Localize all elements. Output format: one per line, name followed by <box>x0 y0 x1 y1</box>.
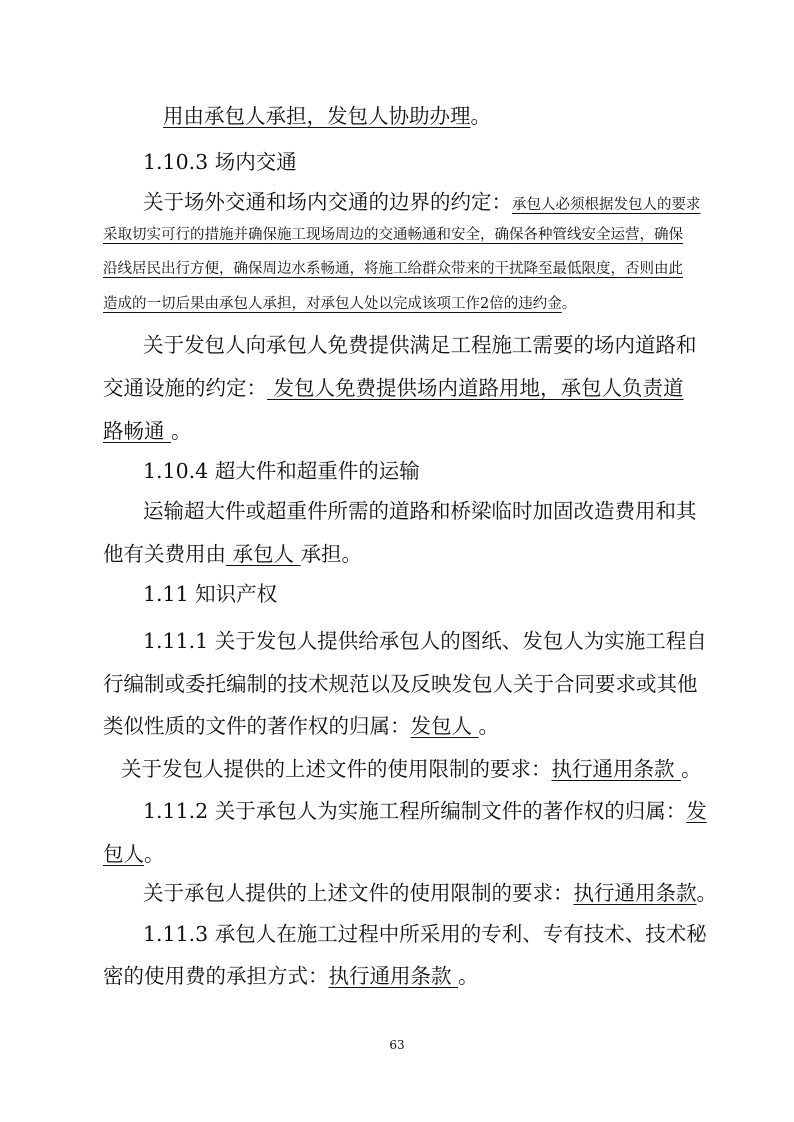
text-line <box>143 797 707 825</box>
filled-field-text: 用由承包人承担，发包人协助办理 <box>163 104 471 128</box>
filled-field-text: 发 <box>686 799 707 823</box>
filled-field-text: 发包人 <box>410 714 479 738</box>
clause-text: 。 <box>561 296 577 312</box>
filled-field-text: 沿线居民出行方便，确保周边水系畅通，将施工给群众带来的干扰降至最低限度，否则由此 <box>103 261 683 277</box>
filled-field-text: 执行通用条款 <box>573 881 697 905</box>
clause-text: 1.10.3 场内交通 <box>143 150 297 174</box>
clause-text: 1.10.4 超大件和超重件的运输 <box>143 459 420 483</box>
clause-text: 。 <box>470 104 491 128</box>
text-line <box>143 497 697 525</box>
clause-text: 1.11.3 承包人在施工过程中所采用的专利、专有技术、技术秘 <box>143 922 707 946</box>
filled-field-text: 包人 <box>103 842 144 866</box>
filled-field-text: 造成的一切后果由承包人承担，对承包人处以完成该项工作2倍的违约金 <box>103 296 562 312</box>
text-line <box>143 627 707 655</box>
clause-text: 。 <box>171 419 192 443</box>
text-line <box>143 457 420 485</box>
clause-text: 。 <box>144 842 165 866</box>
page-number: 63 <box>389 1038 405 1052</box>
filled-field-text: 承包人 <box>226 542 301 566</box>
clause-text: 类似性质的文件的著作权的归属： <box>103 714 411 738</box>
clause-text: 1.11.1 关于发包人提供给承包人的图纸、发包人为实施工程自 <box>143 629 707 653</box>
text-line <box>103 962 479 990</box>
clause-text: 。 <box>696 881 717 905</box>
text-line <box>103 712 499 740</box>
clause-text: 行编制或委托编制的技术规范以及反映发包人关于合同要求或其他 <box>103 672 698 696</box>
clause-text: 关于承包人提供的上述文件的使用限制的要求： <box>143 881 574 905</box>
text-line <box>103 224 683 246</box>
clause-text: 承担。 <box>300 542 363 566</box>
filled-field-text: 发包人免费提供场内道路用地，承包人负责道 <box>267 376 684 400</box>
filled-field-text: 执行通用条款 <box>328 964 459 988</box>
text-line <box>103 840 165 868</box>
text-line <box>103 670 698 698</box>
text-line <box>143 920 707 948</box>
text-line <box>103 374 684 402</box>
text-line <box>121 755 702 783</box>
clause-text: 关于发包人向承包人免费提供满足工程施工需要的场内道路和 <box>143 333 697 357</box>
text-line <box>103 540 362 568</box>
text-line <box>143 331 697 359</box>
clause-text: 密的使用费的承担方式： <box>103 964 329 988</box>
text-line <box>143 188 701 216</box>
text-line <box>163 102 491 130</box>
clause-text: 交通设施的约定： <box>103 376 267 400</box>
text-line <box>143 148 297 176</box>
filled-field-text: 路畅通 <box>103 419 172 443</box>
text-line <box>143 879 717 907</box>
filled-field-text: 执行通用条款 <box>551 757 682 781</box>
clause-text: 他有关费用由 <box>103 542 226 566</box>
text-line <box>103 293 576 315</box>
text-line <box>103 258 683 280</box>
filled-field-text: 采取切实可行的措施并确保施工现场周边的交通畅通和安全，确保各种管线安全运营，确保 <box>103 227 683 243</box>
clause-text: 。 <box>681 757 702 781</box>
text-line <box>143 580 277 608</box>
text-line <box>103 417 192 445</box>
clause-text: 1.11.2 关于承包人为实施工程所编制文件的著作权的归属： <box>143 799 687 823</box>
clause-text: 1.11 知识产权 <box>143 582 278 606</box>
clause-text: 。 <box>458 964 479 988</box>
clause-text: 运输超大件或超重件所需的道路和桥梁临时加固改造费用和其 <box>143 499 697 523</box>
clause-text: 。 <box>478 714 500 738</box>
filled-field-text: 承包人必须根据发包人的要求 <box>512 197 701 213</box>
clause-text: 关于发包人提供的上述文件的使用限制的要求： <box>121 757 552 781</box>
clause-text: 关于场外交通和场内交通的边界的约定： <box>143 190 512 214</box>
